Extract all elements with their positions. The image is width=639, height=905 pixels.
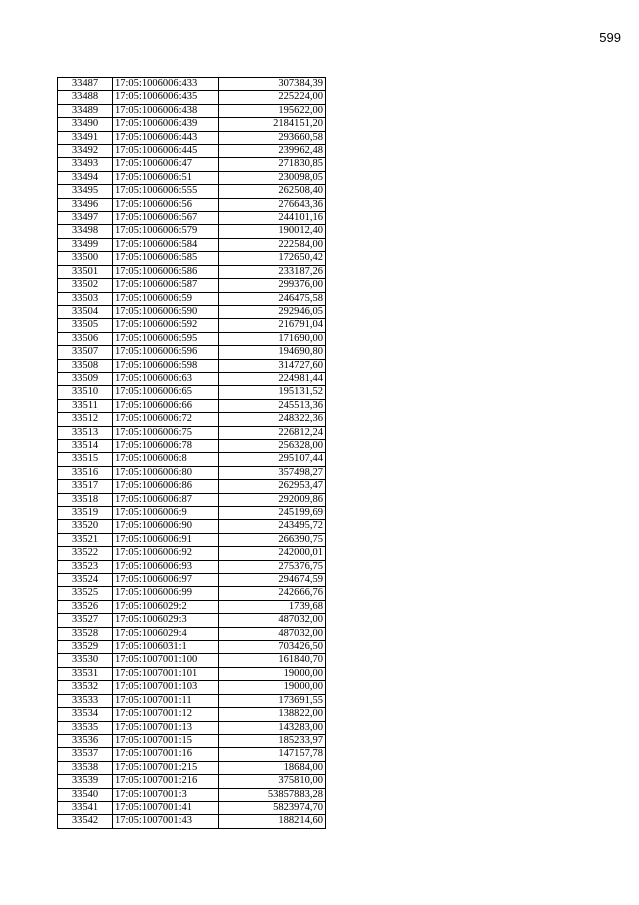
row-number-cell: 33532 [58,681,113,694]
cadastral-number-cell: 17:05:1006006:438 [113,104,219,117]
table-row [58,627,326,640]
cadastral-number-cell: 17:05:1007001:215 [113,761,219,774]
cadastral-number-cell: 17:05:1006006:579 [113,225,219,238]
value-cell: 222584,00 [219,238,326,251]
cadastral-number-cell: 17:05:1007001:216 [113,775,219,788]
row-number-cell: 33511 [58,399,113,412]
cadastral-number-cell: 17:05:1006006:65 [113,386,219,399]
table-row [58,507,326,520]
table-row [58,225,326,238]
row-number-cell: 33536 [58,734,113,747]
value-cell: 216791,04 [219,319,326,332]
row-number-cell: 33506 [58,332,113,345]
row-number-cell: 33540 [58,788,113,801]
value-cell: 53857883,28 [219,788,326,801]
cadastral-number-cell: 17:05:1006006:567 [113,212,219,225]
table-row [58,372,326,385]
value-cell: 19000,00 [219,667,326,680]
cadastral-number-cell: 17:05:1006006:78 [113,439,219,452]
value-cell: 224981,44 [219,372,326,385]
value-cell: 185233,97 [219,734,326,747]
cadastral-number-cell: 17:05:1007001:12 [113,708,219,721]
row-number-cell: 33516 [58,466,113,479]
row-number-cell: 33504 [58,305,113,318]
cadastral-number-cell: 17:05:1006029:3 [113,614,219,627]
cadastral-number-cell: 17:05:1006006:59 [113,292,219,305]
cadastral-number-cell: 17:05:1006006:47 [113,158,219,171]
cadastral-number-cell: 17:05:1006006:592 [113,319,219,332]
row-number-cell: 33528 [58,627,113,640]
cadastral-number-cell: 17:05:1006006:97 [113,574,219,587]
table-row [58,775,326,788]
row-number-cell: 33498 [58,225,113,238]
value-cell: 5823974,70 [219,801,326,814]
cadastral-number-cell: 17:05:1006006:93 [113,560,219,573]
cadastral-number-cell: 17:05:1006006:8 [113,453,219,466]
row-number-cell: 33517 [58,480,113,493]
cadastral-number-cell: 17:05:1006006:66 [113,399,219,412]
value-cell: 239962,48 [219,145,326,158]
row-number-cell: 33537 [58,748,113,761]
table-row [58,614,326,627]
cadastral-number-cell: 17:05:1006006:435 [113,91,219,104]
row-number-cell: 33539 [58,775,113,788]
value-cell: 295107,44 [219,453,326,466]
table-row [58,426,326,439]
table-row [58,158,326,171]
table-row [58,453,326,466]
value-cell: 188214,60 [219,815,326,828]
value-cell: 357498,27 [219,466,326,479]
cadastral-number-cell: 17:05:1006006:584 [113,238,219,251]
table-row [58,319,326,332]
value-cell: 262953,47 [219,480,326,493]
value-cell: 292009,86 [219,493,326,506]
row-number-cell: 33535 [58,721,113,734]
table-row [58,721,326,734]
value-cell: 266390,75 [219,533,326,546]
value-cell: 242000,01 [219,547,326,560]
value-cell: 18684,00 [219,761,326,774]
table-row [58,439,326,452]
row-number-cell: 33530 [58,654,113,667]
table-row [58,654,326,667]
row-number-cell: 33490 [58,118,113,131]
table-row [58,305,326,318]
value-cell: 256328,00 [219,439,326,452]
row-number-cell: 33489 [58,104,113,117]
cadastral-number-cell: 17:05:1007001:103 [113,681,219,694]
row-number-cell: 33513 [58,426,113,439]
cadastral-number-cell: 17:05:1006006:595 [113,332,219,345]
row-number-cell: 33542 [58,815,113,828]
table-row [58,694,326,707]
table-row [58,279,326,292]
value-cell: 375810,00 [219,775,326,788]
cadastral-number-cell: 17:05:1006006:92 [113,547,219,560]
row-number-cell: 33494 [58,171,113,184]
row-number-cell: 33512 [58,413,113,426]
table-row [58,198,326,211]
value-cell: 245199,69 [219,507,326,520]
row-number-cell: 33496 [58,198,113,211]
row-number-cell: 33493 [58,158,113,171]
table-body [58,78,326,829]
row-number-cell: 33538 [58,761,113,774]
value-cell: 226812,24 [219,426,326,439]
cadastral-number-cell: 17:05:1006006:445 [113,145,219,158]
table-row [58,533,326,546]
row-number-cell: 33523 [58,560,113,573]
value-cell: 172650,42 [219,252,326,265]
table-row [58,145,326,158]
value-cell: 271830,85 [219,158,326,171]
value-cell: 161840,70 [219,654,326,667]
table-row [58,493,326,506]
row-number-cell: 33510 [58,386,113,399]
row-number-cell: 33522 [58,547,113,560]
row-number-cell: 33502 [58,279,113,292]
table-row [58,185,326,198]
row-number-cell: 33521 [58,533,113,546]
value-cell: 147157,78 [219,748,326,761]
cadastral-value-table [57,77,326,829]
cadastral-number-cell: 17:05:1006006:439 [113,118,219,131]
cadastral-number-cell: 17:05:1007001:41 [113,801,219,814]
value-cell: 292946,05 [219,305,326,318]
table-row [58,292,326,305]
row-number-cell: 33520 [58,520,113,533]
row-number-cell: 33501 [58,265,113,278]
cadastral-number-cell: 17:05:1006006:9 [113,507,219,520]
table-row [58,386,326,399]
value-cell: 276643,36 [219,198,326,211]
cadastral-number-cell: 17:05:1007001:43 [113,815,219,828]
table-row [58,118,326,131]
cadastral-number-cell: 17:05:1006006:443 [113,131,219,144]
table-row [58,252,326,265]
table-row [58,78,326,91]
value-cell: 244101,16 [219,212,326,225]
cadastral-number-cell: 17:05:1006006:596 [113,346,219,359]
value-cell: 299376,00 [219,279,326,292]
value-cell: 230098,05 [219,171,326,184]
cadastral-number-cell: 17:05:1006006:585 [113,252,219,265]
table-row [58,667,326,680]
row-number-cell: 33514 [58,439,113,452]
cadastral-number-cell: 17:05:1006031:1 [113,641,219,654]
cadastral-number-cell: 17:05:1007001:3 [113,788,219,801]
row-number-cell: 33507 [58,346,113,359]
row-number-cell: 33518 [58,493,113,506]
row-number-cell: 33499 [58,238,113,251]
cadastral-number-cell: 17:05:1007001:100 [113,654,219,667]
cadastral-number-cell: 17:05:1006006:587 [113,279,219,292]
table-row [58,346,326,359]
value-cell: 487032,00 [219,614,326,627]
value-cell: 275376,75 [219,560,326,573]
value-cell: 294674,59 [219,574,326,587]
cadastral-number-cell: 17:05:1006006:63 [113,372,219,385]
cadastral-number-cell: 17:05:1006006:90 [113,520,219,533]
table-row [58,91,326,104]
row-number-cell: 33526 [58,600,113,613]
row-number-cell: 33529 [58,641,113,654]
cadastral-number-cell: 17:05:1006006:56 [113,198,219,211]
table-row [58,466,326,479]
table-row [58,238,326,251]
cadastral-number-cell: 17:05:1006006:72 [113,413,219,426]
row-number-cell: 33541 [58,801,113,814]
table-row [58,587,326,600]
row-number-cell: 33533 [58,694,113,707]
cadastral-number-cell: 17:05:1006006:86 [113,480,219,493]
row-number-cell: 33492 [58,145,113,158]
cadastral-number-cell: 17:05:1006006:590 [113,305,219,318]
row-number-cell: 33509 [58,372,113,385]
value-cell: 314727,60 [219,359,326,372]
page-number: 599 [599,30,621,45]
cadastral-number-cell: 17:05:1006029:2 [113,600,219,613]
table-row [58,399,326,412]
table-row [58,600,326,613]
row-number-cell: 33495 [58,185,113,198]
cadastral-number-cell: 17:05:1006006:91 [113,533,219,546]
cadastral-number-cell: 17:05:1006006:433 [113,78,219,91]
value-cell: 138822,00 [219,708,326,721]
table-row [58,212,326,225]
table-row [58,748,326,761]
table-row [58,265,326,278]
value-cell: 293660,58 [219,131,326,144]
table-row [58,801,326,814]
table-row [58,574,326,587]
table-row [58,332,326,345]
table-row [58,681,326,694]
value-cell: 1739,68 [219,600,326,613]
table-row [58,734,326,747]
value-cell: 246475,58 [219,292,326,305]
cadastral-number-cell: 17:05:1006029:4 [113,627,219,640]
row-number-cell: 33487 [58,78,113,91]
table-row [58,104,326,117]
cadastral-number-cell: 17:05:1006006:51 [113,171,219,184]
value-cell: 194690,80 [219,346,326,359]
row-number-cell: 33500 [58,252,113,265]
cadastral-number-cell: 17:05:1006006:555 [113,185,219,198]
cadastral-number-cell: 17:05:1006006:75 [113,426,219,439]
value-cell: 242666,76 [219,587,326,600]
value-cell: 233187,26 [219,265,326,278]
row-number-cell: 33531 [58,667,113,680]
table-row [58,359,326,372]
table-row [58,560,326,573]
value-cell: 248322,36 [219,413,326,426]
table-row [58,641,326,654]
cadastral-number-cell: 17:05:1006006:99 [113,587,219,600]
table-row [58,413,326,426]
row-number-cell: 33491 [58,131,113,144]
cadastral-number-cell: 17:05:1007001:13 [113,721,219,734]
table-row [58,171,326,184]
row-number-cell: 33503 [58,292,113,305]
table-row [58,520,326,533]
table-row [58,480,326,493]
cadastral-number-cell: 17:05:1007001:16 [113,748,219,761]
row-number-cell: 33524 [58,574,113,587]
table-row [58,815,326,828]
value-cell: 245513,36 [219,399,326,412]
value-cell: 225224,00 [219,91,326,104]
cadastral-number-cell: 17:05:1006006:87 [113,493,219,506]
value-cell: 2184151,20 [219,118,326,131]
cadastral-number-cell: 17:05:1006006:80 [113,466,219,479]
row-number-cell: 33534 [58,708,113,721]
row-number-cell: 33497 [58,212,113,225]
value-cell: 262508,40 [219,185,326,198]
value-cell: 195131,52 [219,386,326,399]
row-number-cell: 33488 [58,91,113,104]
row-number-cell: 33527 [58,614,113,627]
table-row [58,131,326,144]
value-cell: 195622,00 [219,104,326,117]
row-number-cell: 33508 [58,359,113,372]
value-cell: 173691,55 [219,694,326,707]
value-cell: 171690,00 [219,332,326,345]
row-number-cell: 33525 [58,587,113,600]
row-number-cell: 33519 [58,507,113,520]
value-cell: 307384,39 [219,78,326,91]
cadastral-number-cell: 17:05:1006006:598 [113,359,219,372]
table-row [58,788,326,801]
row-number-cell: 33515 [58,453,113,466]
table-row [58,547,326,560]
cadastral-number-cell: 17:05:1007001:11 [113,694,219,707]
cadastral-number-cell: 17:05:1006006:586 [113,265,219,278]
value-cell: 143283,00 [219,721,326,734]
table-row [58,761,326,774]
cadastral-number-cell: 17:05:1007001:15 [113,734,219,747]
cadastral-number-cell: 17:05:1007001:101 [113,667,219,680]
row-number-cell: 33505 [58,319,113,332]
value-cell: 190012,40 [219,225,326,238]
table-row [58,708,326,721]
value-cell: 243495,72 [219,520,326,533]
value-cell: 487032,00 [219,627,326,640]
value-cell: 19000,00 [219,681,326,694]
value-cell: 703426,50 [219,641,326,654]
